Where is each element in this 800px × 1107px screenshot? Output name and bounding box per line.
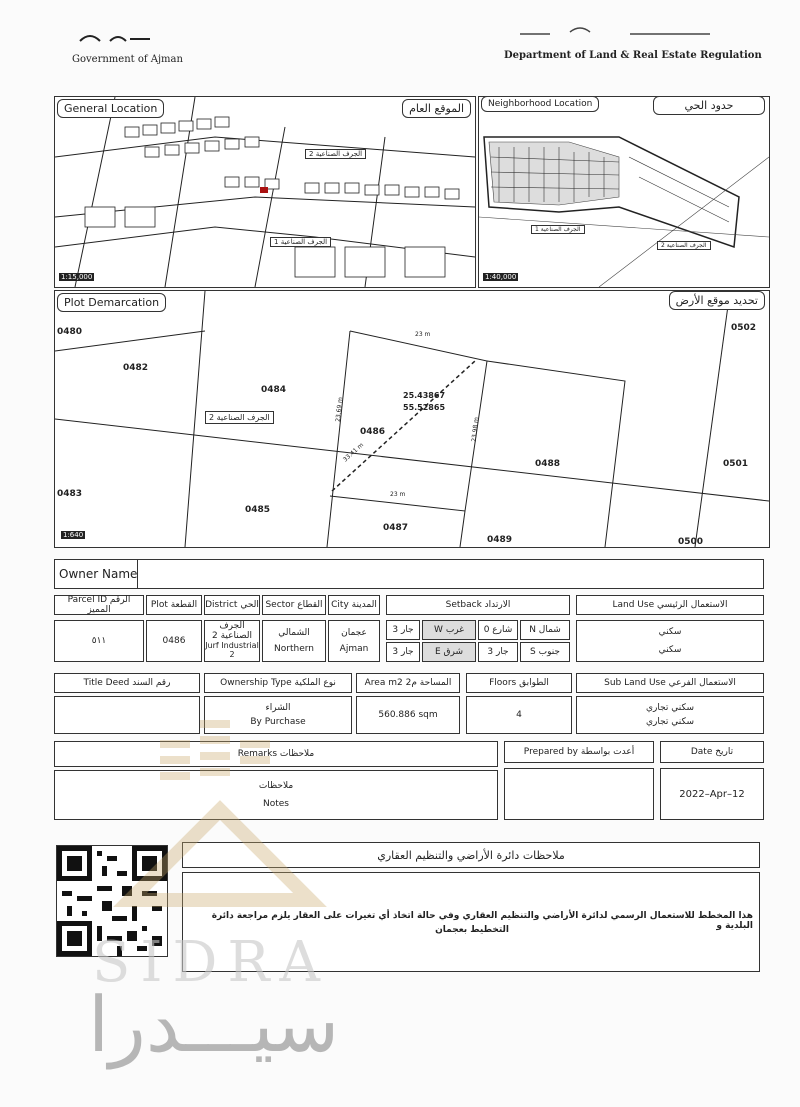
prepared-by-value	[504, 768, 654, 820]
notes-ar: ملاحظات	[258, 781, 294, 791]
parcel-id-header: Parcel ID الرقم المميز	[54, 595, 144, 615]
plot-number: 0483	[57, 489, 83, 499]
date-header: Date تاريخ	[660, 741, 764, 763]
ownership-type-header: Ownership Type نوع الملكية	[204, 673, 352, 693]
plot-number-subject: 0486	[360, 427, 386, 437]
watermark-logo-icon	[90, 700, 350, 930]
plot-number: 0482	[123, 363, 149, 373]
plot-number: 0489	[487, 535, 513, 545]
plot-value: 0486	[146, 620, 202, 662]
district-value	[204, 620, 260, 662]
sector-value	[262, 620, 326, 662]
title-deed-header: Title Deed رقم السند	[54, 673, 200, 693]
notice-line-1: هذا المخطط للاستعمال الرسمي لدائرة الأراضي والتنظيم العقاري وفي حالة اتخاذ أي تغيرات على العقار يلزم مراجعة دائرة البلدية و	[211, 911, 753, 931]
neighborhood-location-map	[478, 96, 770, 288]
district-value-ar: الجرف الصناعية 2	[211, 621, 252, 642]
map1-district-label-b: الجرف الصناعية 1	[270, 237, 331, 247]
plot-number: 0488	[535, 459, 561, 469]
prepared-by-header: Prepared by أعدت بواسطة	[504, 741, 654, 763]
plot-demarcation-title-ar: تحديد موقع الأرض	[669, 291, 765, 310]
map2-district-label-b: الجرف الصناعية 2	[657, 241, 711, 250]
plot-coords-lat: 25.43867	[403, 391, 446, 400]
setback-south: جنوب S	[520, 642, 570, 662]
setback-north-street: شارع 0	[478, 620, 518, 640]
neighborhood-location-title: Neighborhood Location	[481, 96, 599, 112]
setback-header: Setback الارتداد	[386, 595, 570, 615]
sub-land-use-value-2: سكني تجاري	[645, 717, 695, 727]
map2-district-label-a: الجرف الصناعية 1	[531, 225, 585, 234]
setback-south-neighbor: جار 3	[478, 642, 518, 662]
city-value-ar: عجمان	[341, 628, 367, 638]
setback-west-neighbor: جار 3	[386, 620, 420, 640]
setback-north: شمال N	[520, 620, 570, 640]
plot-lines	[55, 291, 769, 547]
plot-district-label: الجرف الصناعية 2	[205, 411, 274, 424]
department-name: Department of Land & Real Estate Regulation	[504, 50, 762, 61]
city-value	[328, 620, 380, 662]
plot-dim-bottom: 23 m	[390, 491, 406, 498]
plot-number: 0485	[245, 505, 271, 515]
map2-scale: 1:40,000	[485, 273, 517, 281]
plot-demarcation-title: Plot Demarcation	[57, 293, 166, 312]
setback-west: غرب W	[422, 620, 476, 640]
floors-header: Floors الطوابق	[466, 673, 572, 693]
plot-dim-diagonal: 33.41 m	[341, 441, 366, 464]
notice-line-2: التخطيط بعجمان	[435, 925, 509, 935]
neighborhood-location-title-ar: حدود الحي	[653, 96, 765, 115]
ownership-type-en: By Purchase	[250, 717, 306, 727]
plot-demarcation-map	[54, 290, 770, 548]
land-use-value-1: سكني	[658, 627, 682, 637]
plot-dim-right: 23.98 m	[470, 416, 481, 443]
general-location-title: General Location	[57, 99, 164, 118]
setback-east: شرق E	[422, 642, 476, 662]
plot-scale: 1:640	[63, 531, 84, 539]
sub-land-use-header: Sub Land Use الاستعمال الفرعي	[576, 673, 764, 693]
area-value: 560.886 sqm	[356, 696, 460, 734]
sector-header: Sector القطاع	[262, 595, 326, 615]
date-value: 2022–Apr–12	[660, 768, 764, 820]
sub-land-use-value-1: سكني تجاري	[645, 703, 695, 713]
owner-name-label: Owner Name	[59, 567, 138, 581]
watermark-arabic: سيـــدرا	[88, 980, 340, 1069]
notes-en: Notes	[263, 799, 289, 809]
sector-value-en: Northern	[274, 644, 314, 654]
floors-value: 4	[466, 696, 572, 734]
header-logo-mark	[70, 30, 180, 42]
land-use-header: Land Use الاستعمال الرئيسي	[576, 595, 764, 615]
plot-number: 0502	[731, 323, 757, 333]
city-value-en: Ajman	[339, 644, 369, 654]
plot-header: Plot القطعة	[146, 595, 202, 615]
general-location-map	[54, 96, 476, 288]
land-use-value-2: سكني	[658, 645, 682, 655]
watermark-latin: SIDRA	[92, 930, 330, 995]
department-logo-mark	[510, 22, 750, 38]
plot-dim-left: 23.69 m	[334, 396, 345, 423]
plot-number: 0484	[261, 385, 287, 395]
land-use-value	[576, 620, 764, 662]
district-value-en: Jurf Industrial 2	[205, 641, 259, 659]
map1-scale: 1:15,000	[61, 273, 93, 281]
government-name: Government of Ajman	[72, 54, 183, 65]
plot-number: 0480	[57, 327, 83, 337]
plot-number: 0500	[678, 537, 704, 547]
owner-name-row	[54, 559, 764, 589]
plot-dim-top: 23 m	[415, 331, 431, 338]
general-location-title-ar: الموقع العام	[402, 99, 471, 118]
sector-value-ar: الشمالي	[278, 628, 310, 638]
plot-number: 0501	[723, 459, 749, 469]
remarks-header: Remarks ملاحظات	[54, 741, 498, 767]
sub-land-use-value	[576, 696, 764, 734]
map1-district-label-a: الجرف الصناعية 2	[305, 149, 366, 159]
plot-coords-lon: 55.52865	[403, 403, 446, 412]
owner-name-divider	[137, 560, 138, 588]
parcel-id-value: ٥١١	[54, 620, 144, 662]
area-header: Area m2 المساحة م2	[356, 673, 460, 693]
district-header: District الحي	[204, 595, 260, 615]
setback-east-neighbor: جار 3	[386, 642, 420, 662]
plot-number: 0487	[383, 523, 409, 533]
ownership-type-ar: الشراء	[265, 703, 291, 713]
department-notes-title: ملاحظات دائرة الأراضي والتنظيم العقاري	[182, 842, 760, 868]
city-header: City المدينة	[328, 595, 380, 615]
